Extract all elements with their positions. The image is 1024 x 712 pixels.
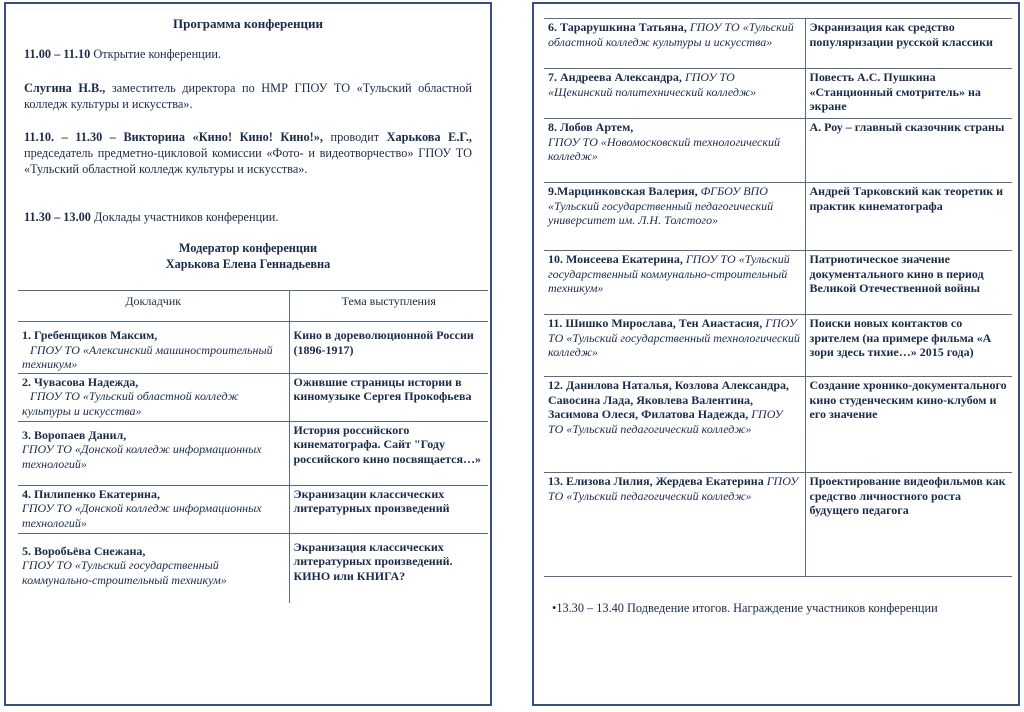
speaker-name: 9.Марцинковская Валерия,: [548, 184, 698, 198]
speaker-org: ГПОУ ТО «Тульский государственный коммунально-строительный техникум»: [22, 558, 227, 587]
speaker-cell: [544, 377, 805, 473]
reports-text: Доклады участников конференции.: [94, 210, 279, 224]
topic-cell: А. Роу – главный сказочник страны: [805, 119, 1012, 183]
speaker-org: ГПОУ ТО «Тульский государственный технологический колледж»: [548, 316, 800, 360]
table-row: [18, 322, 488, 374]
quiz-host: Харькова Е.Г.,: [386, 130, 472, 144]
table-row: [544, 69, 1012, 119]
speaker-name: 2. Чувасова Надежда,: [22, 374, 139, 389]
table-row: [544, 315, 1012, 377]
topic-cell: Повесть А.С. Пушкина «Станционный смотритель» на экране: [805, 69, 1012, 119]
topic-cell: История российского кинематографа. Сайт "Году российского кино посвящается…»: [289, 421, 488, 485]
moderator-title: Модератор конференции: [178, 241, 318, 255]
table-header-row: [18, 291, 488, 322]
speaker-org: ГПОУ ТО «Тульский областной колледж культуры и искусства»: [22, 389, 239, 418]
table-row: [544, 377, 1012, 473]
right-page: [532, 2, 1020, 706]
speaker-cell: [544, 19, 805, 69]
table-row: [544, 19, 1012, 69]
reports-time: 11.30 – 13.00: [24, 210, 91, 224]
speaker-name: 8. Лобов Артем,: [548, 120, 634, 134]
speaker-cell: [18, 373, 289, 421]
quiz-text1: проводит: [330, 130, 380, 144]
closing-text: Подведение итогов. Награждение участников конференции: [627, 601, 938, 615]
speaker-cell: [544, 183, 805, 251]
program-opening: [24, 46, 472, 62]
topic-cell: Создание хронико-документального кино студенческим кино-клубом и его значение: [805, 377, 1012, 473]
left-page: [4, 2, 492, 706]
topic-cell: Ожившие страницы истории в киномузыке Сергея Прокофьева: [289, 373, 488, 421]
speaker-org: ГПОУ ТО «Тульский государственный коммунально-строительный техникум»: [548, 252, 790, 296]
speaker-name: 12. Данилова Наталья, Козлова Александра, Савосина Лада, Яковлева Валентина, Засимова Олеся, Филатова Надежда,: [548, 378, 790, 422]
speaker-cell: [544, 119, 805, 183]
speaker1-text: заместитель директора по НМР ГПОУ ТО «Тульский областной колледж культуры и искусства».: [24, 81, 472, 111]
speaker-org: ФГБОУ ВПО «Тульский государственный педагогический университет им. Л.Н. Толстого»: [548, 184, 774, 228]
speaker-org: ГПОУ ТО «Щекинский политехнический колледж»: [548, 70, 757, 99]
topic-cell: Кино в дореволюционной России (1896-1917): [289, 322, 488, 374]
table-row: [18, 533, 488, 603]
table-row: [18, 485, 488, 533]
speaker-name: 6. Тарарушкина Татьяна,: [548, 20, 687, 34]
quiz-time: 11.10. – 11.30 – Викторина «Кино! Кино! Кино!»,: [24, 130, 323, 144]
speaker-name: 5. Воробьёва Снежана,: [22, 543, 146, 558]
program-closing: [552, 600, 1004, 617]
moderator-name: Харькова Елена Геннадьевна: [165, 257, 331, 271]
header-topic: Тема выступления: [289, 291, 488, 322]
speaker-org: ГПОУ ТО «Тульский областной колледж культуры и искусства»: [548, 20, 794, 49]
speaker-org: ГПОУ ТО «Донской колледж информационных технологий»: [22, 442, 262, 471]
speakers-table-left: [18, 290, 488, 603]
speaker-name: 11. Шишко Мирослава, Тен Анастасия,: [548, 316, 763, 330]
speaker-org: ГПОУ ТО «Донской колледж информационных технологий»: [22, 501, 262, 530]
table-row: [544, 473, 1012, 577]
table-row: [544, 183, 1012, 251]
quiz-text2: председатель предметно-цикловой комиссии «Фото- и видеотворчество» ГПОУ ТО «Тульский областной колледж культуры и искусства».: [24, 146, 472, 176]
bullet-icon: •: [552, 601, 557, 615]
table-row: [18, 373, 488, 421]
speaker-cell: [544, 69, 805, 119]
program-speaker: [24, 80, 472, 112]
opening-text: Открытие конференции.: [93, 47, 221, 61]
program-quiz: [24, 129, 472, 177]
speaker-cell: [18, 421, 289, 485]
speaker-name: 1. Гребенщиков Максим,: [22, 328, 158, 342]
speaker-name: 7. Андреева Александра,: [548, 70, 682, 84]
table-row: [18, 421, 488, 485]
program-reports: [24, 209, 472, 225]
page-title: Программа конференции: [173, 16, 323, 31]
topic-cell: Экранизации классических литературных произведений: [289, 485, 488, 533]
topic-cell: Патриотическое значение документального кино в период Великой Отечественной войны: [805, 251, 1012, 315]
speakers-table-right: [544, 18, 1012, 577]
topic-cell: Поиски новых контактов со зрителем (на примере фильма «А зори здесь тихие…» 2015 года): [805, 315, 1012, 377]
speaker-org: ГПОУ ТО «Алексинский машиностроительный техникум»: [22, 342, 273, 372]
closing-time: 13.30 – 13.40: [556, 601, 624, 615]
speaker-cell: [18, 533, 289, 603]
table-row: [544, 251, 1012, 315]
speaker-cell: [544, 315, 805, 377]
speaker-name: 10. Моисеева Екатерина,: [548, 252, 683, 266]
speaker-name: 3. Воропаев Данил,: [22, 427, 127, 442]
header-speaker: Докладчик: [18, 291, 289, 322]
moderator-block: [6, 240, 490, 272]
topic-cell: Экранизация как средство популяризации русской классики: [805, 19, 1012, 69]
speaker-cell: [544, 251, 805, 315]
topic-cell: Экранизация классических литературных произведений. КИНО или КНИГА?: [293, 539, 453, 583]
topic-cell: Андрей Тарковский как теоретик и практик кинематографа: [805, 183, 1012, 251]
speaker1-name: Слугина Н.В.,: [24, 81, 106, 95]
speaker-org: ГПОУ ТО «Тульский педагогический колледж»: [548, 407, 783, 436]
speaker-org: ГПОУ ТО «Тульский педагогический колледж»: [548, 474, 799, 503]
speaker-name: 13. Елизова Лилия, Жердева Екатерина: [548, 474, 764, 488]
topic-cell: Проектирование видеофильмов как средство личностного роста будущего педагога: [805, 473, 1012, 577]
speaker-cell: [18, 322, 289, 374]
opening-time: 11.00 – 11.10: [24, 47, 91, 61]
speaker-name: 4. Пилипенко Екатерина,: [22, 486, 160, 501]
speaker-org: ГПОУ ТО «Новомосковский технологический колледж»: [548, 134, 780, 164]
speaker-cell: [544, 473, 805, 577]
speaker-cell: [18, 485, 289, 533]
table-row: [544, 119, 1012, 183]
